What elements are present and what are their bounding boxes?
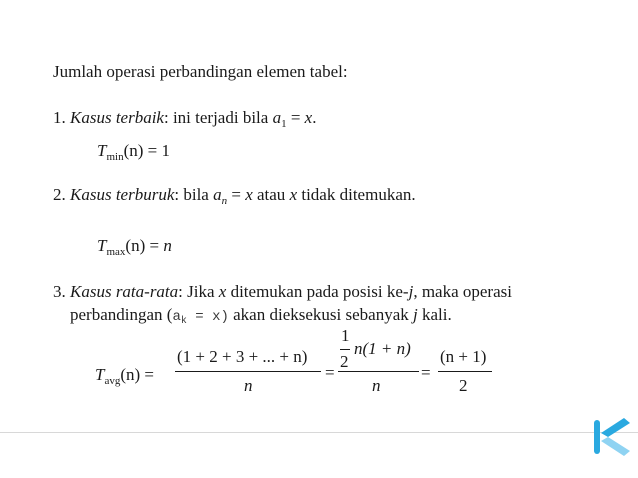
- case2-text3: tidak ditemukan.: [297, 185, 416, 204]
- case3-line2-c: kali.: [417, 305, 452, 324]
- logo-stem: [594, 420, 600, 454]
- frac2-numerator: n(1 + n): [354, 339, 411, 358]
- case3-line2-b: akan dieksekusi sebanyak: [228, 305, 413, 324]
- case1-line: [53, 108, 316, 130]
- case2-line: [53, 185, 416, 207]
- case1-sub-1: 1: [281, 118, 287, 130]
- chevron-logo-icon: [586, 414, 632, 460]
- case3-var-x: x: [218, 282, 227, 301]
- frac3-denominator: 2: [459, 376, 468, 395]
- t-min-sub: min: [106, 151, 124, 163]
- logo-lower-arm: [601, 437, 630, 456]
- t-max-sub: max: [106, 246, 126, 258]
- frac2-denominator: n: [372, 376, 381, 395]
- case2-var-a: a: [213, 185, 222, 204]
- equals-2: =: [421, 363, 431, 382]
- t-avg-lhs: [95, 365, 154, 387]
- t-max-mid: =: [145, 236, 164, 255]
- case3-line2-a: perbandingan (: [70, 305, 173, 324]
- frac3-numerator: (n + 1): [440, 347, 487, 366]
- t-avg-sub: avg: [104, 375, 121, 387]
- equals-1: =: [325, 363, 335, 382]
- case2-title: Kasus terburuk: [70, 185, 175, 204]
- bottom-divider: [0, 432, 638, 433]
- heading: Jumlah operasi perbandingan elemen tabel:: [53, 62, 348, 81]
- case3-text2: ditemukan pada posisi ke-: [226, 282, 409, 301]
- case3-line1: [53, 282, 512, 302]
- case1-end: .: [312, 108, 317, 127]
- case3-title: Kasus rata-rata: [70, 282, 179, 301]
- case3-code-a: a: [172, 309, 181, 325]
- case1-text: : ini terjadi bila: [163, 108, 273, 127]
- t-max-lhs: (n): [125, 236, 146, 255]
- case2-var-x: x: [245, 185, 253, 204]
- case1-var-x: x: [304, 108, 313, 127]
- case1-title: Kasus terbaik: [70, 108, 164, 127]
- case3-line2: [70, 305, 452, 329]
- case3-code-k: k: [180, 316, 187, 327]
- case2-text: : bila: [174, 185, 214, 204]
- case2-eq: =: [227, 185, 246, 204]
- half-numerator: 1: [341, 326, 350, 345]
- case3-code-rest: = x): [186, 309, 229, 325]
- case3-var-j: j: [408, 282, 414, 301]
- t-min-lhs: (n): [123, 141, 144, 160]
- half-bar: [340, 349, 350, 350]
- logo-upper-arm: [601, 418, 630, 437]
- case2-formula: [97, 236, 172, 258]
- case3-text: : Jika: [178, 282, 219, 301]
- frac3-bar: [438, 371, 492, 372]
- t-max-rhs: n: [163, 236, 172, 255]
- case2-text2: atau: [252, 185, 290, 204]
- t-avg-symbol: T: [95, 365, 105, 384]
- case1-number: 1.: [53, 108, 70, 127]
- frac2-bar: [338, 371, 419, 372]
- frac1-bar: [175, 371, 321, 372]
- case3-number: 3.: [53, 282, 70, 301]
- t-max-symbol: T: [97, 236, 107, 255]
- t-avg-lhs-text: (n) =: [120, 365, 155, 384]
- case1-formula: [97, 141, 170, 163]
- case3-text3: , maka operasi: [413, 282, 512, 301]
- case1-var-a: a: [272, 108, 282, 127]
- t-min-rhs: = 1: [143, 141, 171, 160]
- t-min-symbol: T: [97, 141, 107, 160]
- half-denominator: 2: [340, 352, 349, 371]
- case1-eq: =: [286, 108, 305, 127]
- frac1-denominator: n: [244, 376, 253, 395]
- case2-var-x2: x: [289, 185, 298, 204]
- case2-sub-n: n: [221, 195, 228, 207]
- frac1-numerator: (1 + 2 + 3 + ... + n): [177, 347, 308, 366]
- case3-code: [172, 309, 228, 325]
- case2-number: 2.: [53, 185, 70, 204]
- case3-var-j2: j: [413, 305, 418, 324]
